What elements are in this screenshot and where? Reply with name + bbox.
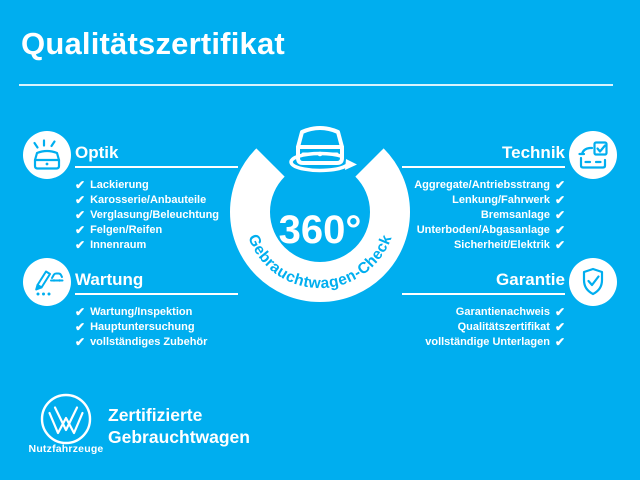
list-item: [75, 192, 238, 207]
check-icon: ✔: [554, 237, 565, 252]
list-item: [75, 319, 238, 334]
section-technik-list: [402, 177, 565, 252]
list-item: [75, 222, 238, 237]
check-icon: ✔: [554, 222, 565, 237]
section-optik: [75, 143, 238, 252]
list-item-label: Qualitätszertifikat: [457, 320, 550, 333]
list-item: [75, 304, 238, 319]
footer-tagline: [108, 405, 250, 448]
check-icon: ✔: [554, 319, 565, 334]
list-item-label: Unterboden/Abgasanlage: [416, 223, 550, 236]
section-garantie-divider: [402, 293, 565, 295]
check-icon: ✔: [75, 319, 86, 334]
list-item-label: Bremsanlage: [480, 208, 550, 221]
footer-tagline-line1: Zertifizierte: [108, 405, 203, 425]
car-checkbox-icon: [569, 131, 617, 179]
title-divider: [19, 84, 613, 86]
list-item: [75, 177, 238, 192]
list-item-label: Lenkung/Fahrwerk: [452, 193, 550, 206]
check-icon: ✔: [554, 334, 565, 349]
check-icon: ✔: [75, 304, 86, 319]
list-item: [402, 177, 565, 192]
section-garantie-title: Garantie: [496, 270, 565, 289]
section-optik-title: Optik: [75, 143, 119, 162]
car-shine-icon: [23, 131, 71, 179]
shield-check-icon: [569, 258, 617, 306]
ring-label: Gebrauchtwagen-Check: [244, 231, 396, 293]
list-item: [402, 304, 565, 319]
check-icon: ✔: [75, 334, 86, 349]
check-icon: ✔: [75, 222, 86, 237]
ring-arc: [250, 163, 390, 282]
section-garantie-list: [402, 304, 565, 349]
list-item-label: Verglasung/Beleuchtung: [90, 208, 220, 221]
section-technik: [402, 143, 565, 252]
list-item: [75, 207, 238, 222]
list-item: [75, 237, 238, 252]
list-item-label: Sicherheit/Elektrik: [453, 238, 550, 251]
list-item-label: vollständige Unterlagen: [425, 335, 550, 348]
check-icon: ✔: [554, 207, 565, 222]
list-item-label: Aggregate/Antriebsstrang: [414, 178, 550, 191]
ring-value: 360°: [278, 208, 362, 252]
section-technik-title: Technik: [502, 143, 565, 162]
car-rotate-360-icon: [291, 128, 357, 170]
list-item-label: Wartung/Inspektion: [90, 305, 193, 318]
section-wartung: [75, 270, 238, 349]
check-icon: ✔: [554, 304, 565, 319]
vw-logo: [38, 392, 94, 448]
section-optik-list: [75, 177, 238, 252]
section-technik-divider: [402, 166, 565, 168]
list-item: [402, 207, 565, 222]
page-title: Qualitätszertifikat: [21, 26, 285, 61]
list-item-label: Felgen/Reifen: [90, 223, 163, 236]
list-item-label: Innenraum: [90, 238, 147, 251]
list-item: [402, 319, 565, 334]
list-item-label: Garantienachweis: [455, 305, 550, 318]
list-item-label: Hauptuntersuchung: [90, 320, 195, 333]
list-item: [402, 192, 565, 207]
list-item: [402, 237, 565, 252]
check-icon: ✔: [75, 192, 86, 207]
check-icon: ✔: [75, 207, 86, 222]
section-optik-divider: [75, 166, 238, 168]
footer-tagline-line2: Gebrauchtwagen: [108, 426, 250, 447]
list-item: [402, 334, 565, 349]
pencil-checklist-icon: [23, 258, 71, 306]
list-item: [75, 334, 238, 349]
section-wartung-title: Wartung: [75, 270, 144, 289]
check-icon: ✔: [554, 177, 565, 192]
section-wartung-list: [75, 304, 238, 349]
section-wartung-divider: [75, 293, 238, 295]
list-item: [402, 222, 565, 237]
list-item-label: vollständiges Zubehör: [90, 335, 208, 348]
list-item-label: Lackierung: [90, 178, 149, 191]
section-garantie: [402, 270, 565, 349]
check-icon: ✔: [75, 177, 86, 192]
check-icon: ✔: [554, 192, 565, 207]
logo-caption: Nutzfahrzeuge: [28, 443, 104, 455]
list-item-label: Karosserie/Anbauteile: [90, 193, 207, 206]
check-icon: ✔: [75, 237, 86, 252]
